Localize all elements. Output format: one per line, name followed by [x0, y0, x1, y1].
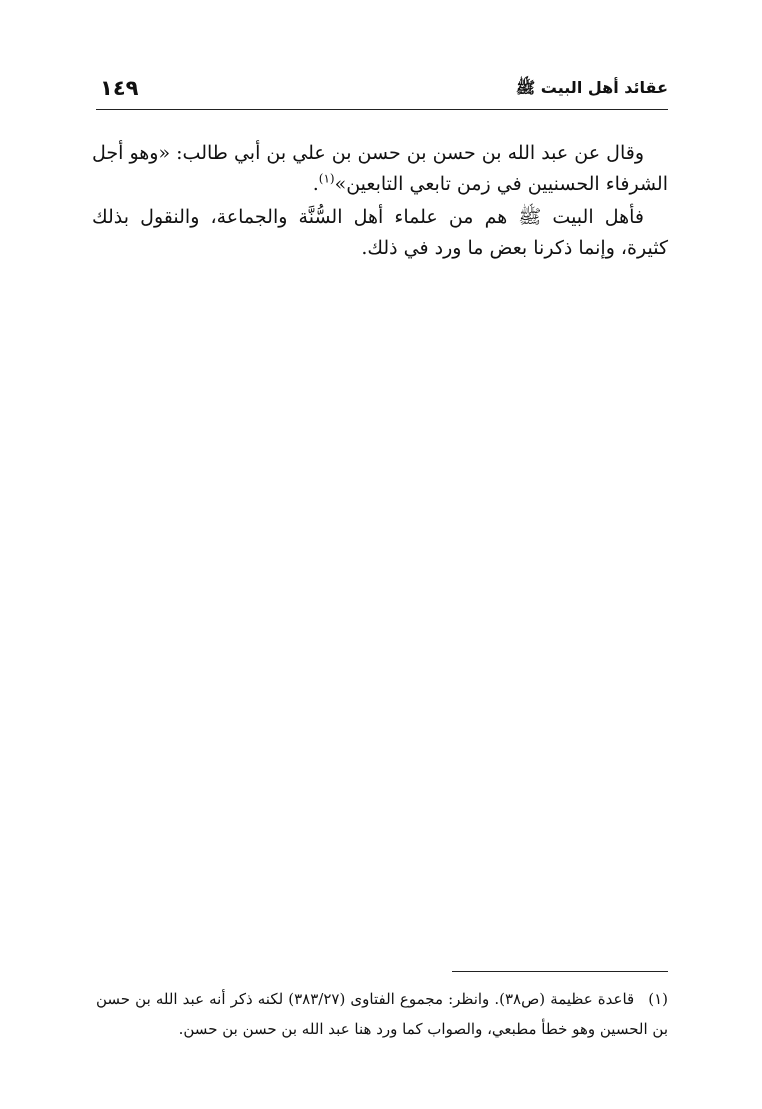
- footnote-text: قاعدة عظيمة (ص٣٨). وانظر: مجموع الفتاوى (٣٨٣/٢٧) لكنه ذكر أنه عبد الله بن حسن بن الحسين وهو خطأ مطبعي، والصواب كما ورد هنا عبد الله بن حسن بن حسن.: [96, 990, 668, 1038]
- footnote-1: [96, 984, 668, 1044]
- paragraph-1: [92, 138, 668, 200]
- running-title: عقائد أهل البيت ﷺ: [515, 78, 668, 97]
- footnote-marker-1[interactable]: (١): [318, 171, 335, 186]
- paragraph-1-end: .: [312, 173, 319, 195]
- paragraph-1-text: وقال عن عبد الله بن حسن بن حسن بن علي بن أبي طالب: «وهو أجل الشرفاء الحسنيين في زمن تابعي التابعين»: [92, 142, 668, 195]
- footnote-number: (١): [648, 990, 668, 1008]
- paragraph-2: فأهل البيت ﷺ هم من علماء أهل السُّنَّة والجماعة، والنقول بذلك كثيرة، وإنما ذكرنا بعض ما ورد في ذلك.: [92, 206, 668, 259]
- main-text: [92, 138, 668, 266]
- page-number: ١٤٩: [100, 76, 139, 100]
- page-header: [96, 74, 668, 104]
- footnote-rule: [452, 971, 668, 972]
- header-rule: [96, 109, 668, 110]
